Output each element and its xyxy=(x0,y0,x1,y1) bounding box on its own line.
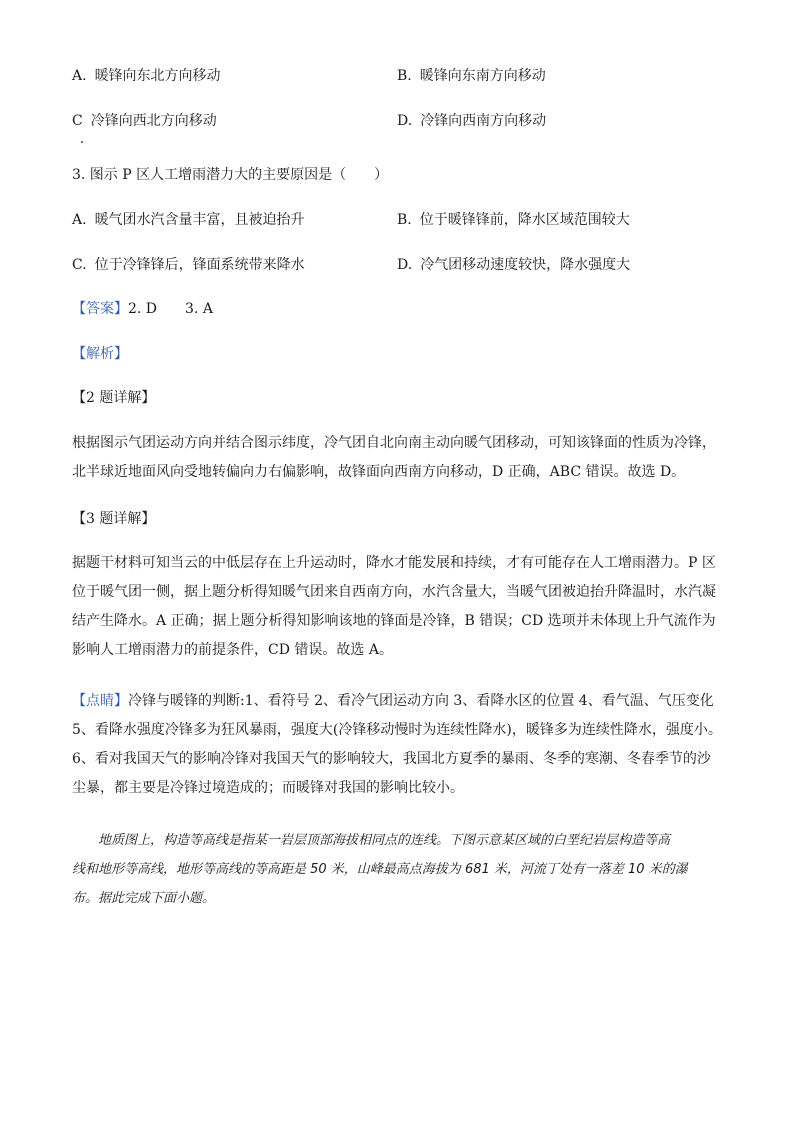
option-label: B. xyxy=(397,212,412,228)
option-text: 冷锋向西北方向移动 xyxy=(90,113,217,129)
paragraph-line: 根据图示气团运动方向并结合图示纬度，冷气团自北向南主动向暖气团移动，可知该锋面的性质为冷锋， xyxy=(72,435,716,451)
question-material xyxy=(72,826,722,913)
paragraph-line: 尘暴，都主要是冷锋过境造成的；而暖锋对我国的影响比较小。 xyxy=(72,780,464,796)
paragraph-line: 影响人工增雨潜力的前提条件，CD 错误。故选 A。 xyxy=(72,642,393,658)
paragraph-line xyxy=(72,687,722,716)
paragraph-line: 位于暖气团一侧，据上题分析得知暖气团来自西南方向，水汽含量大，当暖气团被迫抬升降温时，水汽凝 xyxy=(72,584,716,600)
key-point-paragraph xyxy=(72,687,722,803)
q2-option-b xyxy=(397,66,546,86)
q2-option-a xyxy=(72,66,221,86)
stray-dot xyxy=(81,141,83,143)
q2-option-c xyxy=(72,111,217,131)
option-label: A. xyxy=(72,68,87,84)
material-line: 线和地形等高线，地形等高线的等高距是 50 米，山峰最高点海拔为 681 米，河流丁处有一落差 10 米的瀑 xyxy=(72,862,688,877)
option-text: 暖锋向东北方向移动 xyxy=(94,68,221,84)
q3-detail-paragraph xyxy=(72,549,722,665)
key-point-line-text: 冷锋与暖锋的判断:1、看符号 2、看冷气团运动方向 3、看降水区的位置 4、看气温、气压变化 xyxy=(128,693,714,709)
answer-q2: 2. D xyxy=(128,301,158,317)
answer-tag: 【答案】 xyxy=(72,301,128,317)
option-label: D. xyxy=(397,257,413,273)
option-text: 位于暖锋锋前，降水区域范围较大 xyxy=(419,212,630,228)
q3-option-c xyxy=(72,255,305,275)
key-point-tag: 【点睛】 xyxy=(72,693,128,709)
material-line: 布。据此完成下面小题。 xyxy=(72,891,216,906)
q3-option-b xyxy=(397,210,630,230)
q2-detail-tag: 【2 题详解】 xyxy=(72,390,156,406)
q3-option-d xyxy=(397,255,630,275)
option-label: B. xyxy=(397,68,412,84)
answer-line xyxy=(72,299,213,319)
q3-detail-tag: 【3 题详解】 xyxy=(72,511,156,527)
option-text: 暖气团水汽含量丰富，且被迫抬升 xyxy=(94,212,305,228)
q3-stem: 3. 图示 P 区人工增雨潜力大的主要原因是（ ） xyxy=(72,167,389,183)
option-text: 冷锋向西南方向移动 xyxy=(420,113,547,129)
answer-q3: 3. A xyxy=(185,301,213,317)
q3-option-a xyxy=(72,210,305,230)
option-text: 冷气团移动速度较快，降水强度大 xyxy=(420,257,631,273)
option-text: 位于冷锋锋后，锋面系统带来降水 xyxy=(94,257,305,273)
option-text: 暖锋向东南方向移动 xyxy=(419,68,546,84)
q2-option-d xyxy=(397,111,546,131)
option-label: A. xyxy=(72,212,87,228)
paragraph-line: 5、看降水强度冷锋多为狂风暴雨，强度大(冷锋移动慢时为连续性降水)，暖锋多为连续性降水，强度小。 xyxy=(72,722,722,738)
material-line: 地质图上，构造等高线是指某一岩层顶部海拔相同点的连线。下图示意某区域的白垩纪岩层构造等高 xyxy=(98,833,671,848)
analysis-tag: 【解析】 xyxy=(72,346,128,362)
q2-detail-paragraph xyxy=(72,429,722,487)
paragraph-line: 结产生降水。A 正确；据上题分析得知影响该地的锋面是冷锋，B 错误；CD 选项并未体现上升气流作为 xyxy=(72,613,716,629)
paragraph-line: 北半球近地面风向受地转偏向力右偏影响，故锋面向西南方向移动，D 正确，ABC 错误。故选 D。 xyxy=(72,464,686,480)
paragraph-line: 6、看对我国天气的影响冷锋对我国天气的影响较大，我国北方夏季的暴雨、冬季的寒潮、冬春季节的沙 xyxy=(72,751,711,767)
option-label: C xyxy=(72,113,83,129)
option-label: C. xyxy=(72,257,87,273)
paragraph-line: 据题干材料可知当云的中低层存在上升运动时，降水才能发展和持续，才有可能存在人工增雨潜力。P 区 xyxy=(72,555,716,571)
option-label: D. xyxy=(397,113,413,129)
